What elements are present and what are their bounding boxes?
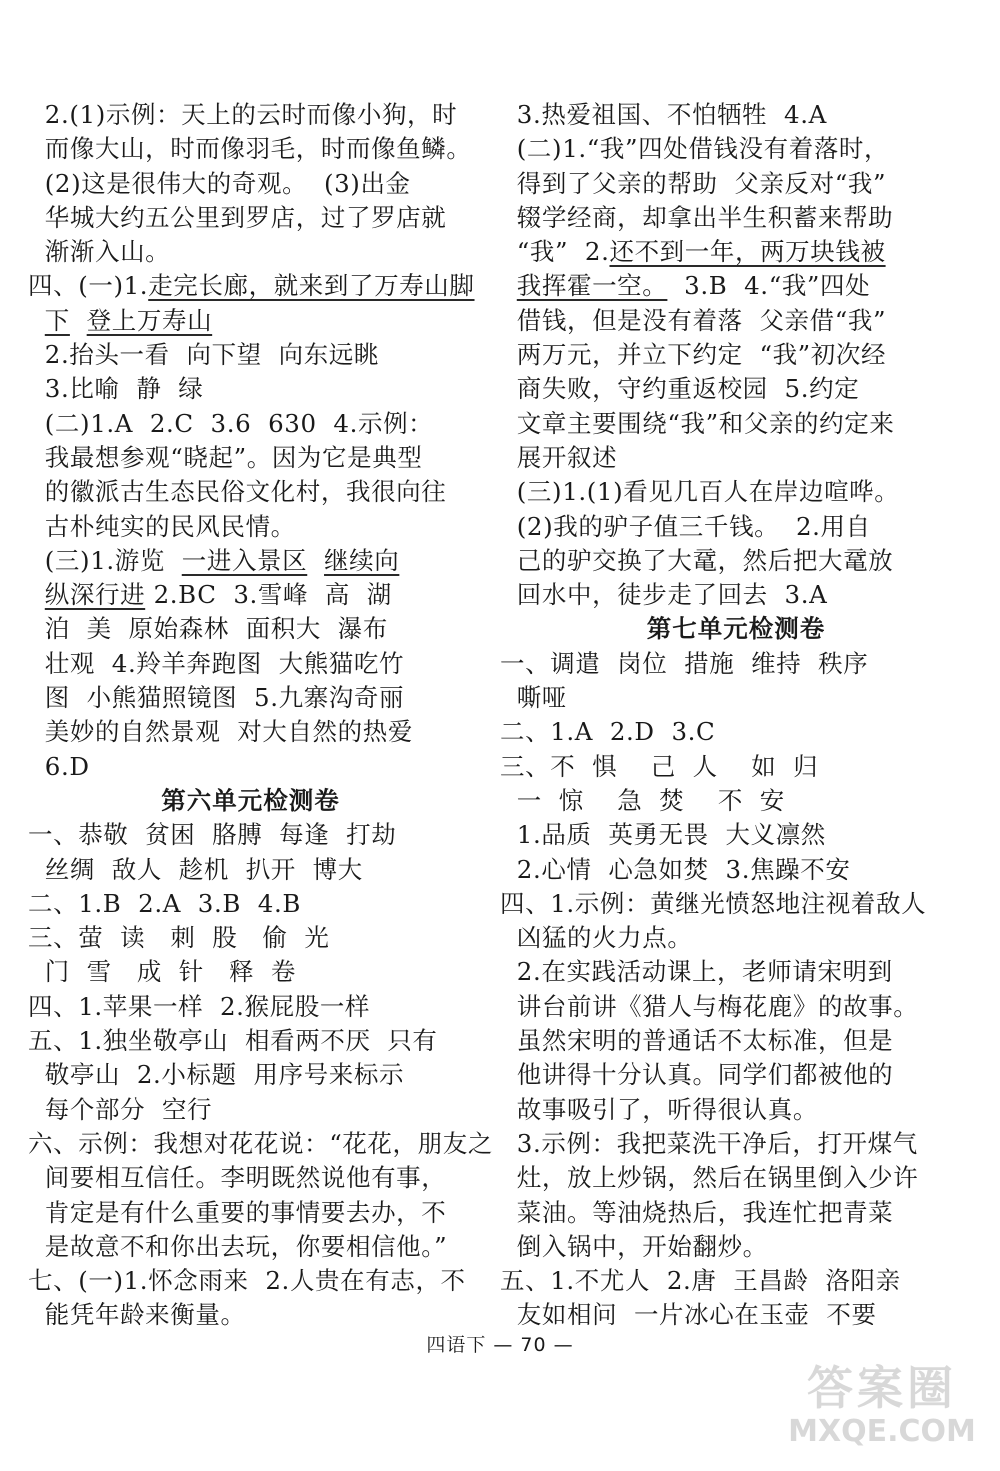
answer-column-left [28, 98, 493, 1333]
text-segment [70, 306, 87, 335]
answer-line: 讲台前讲《猎人与梅花鹿》的故事。 [500, 991, 919, 1021]
answer-line: 他讲得十分认真。同学们都被他的 [500, 1060, 894, 1090]
answer-line: 泊 美 原始森林 面积大 瀑布 [28, 614, 388, 644]
answer-line: 五、1.独坐敬亭山 相看两不厌 只有 [28, 1026, 438, 1056]
underlined-text: 我挥霍一空。 [516, 271, 668, 301]
underlined-text: 走完长廊，就来到了万寿山脚 [148, 271, 475, 301]
answer-line [28, 544, 473, 578]
answer-line: (2)我的驴子值三千钱。 2.用自 [500, 511, 871, 541]
answer-line: 展开叙述 [500, 442, 618, 472]
watermark-logo [782, 1352, 982, 1457]
underlined-text: 继续向 [324, 545, 400, 575]
text-segment: (三)1.游览 [28, 545, 182, 575]
watermark-title: 答案圈 [807, 1361, 957, 1415]
answer-line: 丝绸 敌人 趁机 扒开 博大 [28, 854, 363, 884]
answer-line: 四、1.苹果一样 2.猴屁股一样 [28, 991, 371, 1021]
answer-line: 一、调遣 岗位 措施 维持 秩序 [500, 648, 869, 678]
answer-line [500, 235, 972, 269]
answer-line: 壮观 4.羚羊奔跑图 大熊猫吃竹 [28, 648, 405, 678]
answer-line [28, 269, 473, 303]
answer-line: 的徽派古生态民俗文化村，我很向往 [28, 477, 447, 507]
answer-line: 辍学经商，却拿出半生积蓄来帮助 [500, 202, 894, 232]
underlined-text: 还不到一年，两万块钱被 [609, 237, 886, 267]
answer-line: 五、1.不尤人 2.唐 王昌龄 洛阳亲 [500, 1266, 901, 1296]
text-segment: 3.B 4.“我”四处 [667, 271, 871, 301]
answer-line: 文章主要围绕“我”和父亲的约定来 [500, 408, 895, 438]
answer-line: (二)1.“我”四处借钱没有着落时， [500, 134, 890, 164]
answer-line: 是故意不和你出去玩，你要相信他。” [28, 1231, 448, 1261]
answer-line: 图 小熊猫照镜图 5.九寨沟奇丽 [28, 683, 405, 713]
answer-line: 敬亭山 2.小标题 用序号来标示 [28, 1060, 405, 1090]
answer-line: 门 雪 成 针 释 卷 [28, 957, 297, 987]
answer-line: 回水中，徒步走了回去 3.A [500, 580, 828, 610]
text-segment [28, 580, 45, 609]
answer-line: 嘶哑 [500, 683, 567, 713]
text-segment [28, 306, 45, 335]
answer-line: 友如相问 一片冰心在玉壶 不要 [500, 1300, 877, 1330]
answer-line: 我最想参观“晓起”。因为它是典型 [28, 442, 423, 472]
answer-line: 3.比喻 静 绿 [28, 374, 204, 404]
answer-column-right [500, 98, 972, 1333]
answer-line: 故事吸引了，听得很认真。 [500, 1094, 818, 1124]
answer-line: 2.在实践活动课上，老师请宋明到 [500, 957, 893, 987]
answer-line: 6.D [28, 751, 90, 781]
answer-line: 2.(1)示例：天上的云时而像小狗，时 [28, 100, 458, 129]
text-segment: “我” 2. [500, 237, 610, 267]
answer-line: 三、萤 读 刺 股 偷 光 [28, 923, 330, 953]
answer-line: 二、1.B 2.A 3.B 4.B [28, 888, 301, 918]
answer-line: 得到了父亲的帮助 父亲反对“我” [500, 168, 887, 198]
answer-line: (2)这是很伟大的奇观。 (3)出金 [28, 168, 411, 198]
answer-line [28, 304, 473, 338]
answer-line: (二)1.A 2.C 3.6 630 4.示例： [28, 408, 434, 438]
answer-line: 己的驴交换了大鼋，然后把大鼋放 [500, 545, 894, 575]
answer-line: 七、(一)1.怀念雨来 2.人贵在有志，不 [28, 1266, 466, 1296]
answer-line: 间要相互信任。李明既然说他有事， [28, 1163, 447, 1193]
text-segment [500, 271, 517, 300]
answer-line: 灶，放上炒锅，然后在锅里倒入少许 [500, 1163, 919, 1193]
answer-line: 三、不 惧 己 人 如 归 [500, 751, 819, 781]
answer-line: 每个部分 空行 [28, 1094, 213, 1124]
section-heading: 第六单元检测卷 [161, 785, 340, 815]
answer-line: 能凭年龄来衡量。 [28, 1300, 246, 1330]
answer-line: 美妙的自然景观 对大自然的热爱 [28, 717, 413, 747]
page-footer: 四语下 — 70 — [426, 1334, 574, 1356]
answer-line: 2.抬头一看 向下望 向东远眺 [28, 340, 380, 370]
answer-line [28, 578, 473, 612]
answer-line: 两万元，并立下约定 “我”初次经 [500, 340, 887, 370]
answer-line: 肯定是有什么重要的事情要去办，不 [28, 1197, 447, 1227]
answer-line: 六、示例：我想对花花说：“花花，朋友之 [28, 1128, 493, 1158]
answer-line: 菜油。等油烧热后，我连忙把青菜 [500, 1197, 894, 1227]
underlined-text: 登上万寿山 [86, 305, 213, 335]
answer-line: 3.热爱祖国、不怕牺牲 4.A [500, 100, 827, 129]
answer-line: 商失败，守约重返校园 5.约定 [500, 374, 860, 404]
underlined-text: 一进入景区 [181, 545, 308, 575]
watermark-url: MXQE.COM [788, 1414, 976, 1449]
answer-line: 古朴纯实的民风民情。 [28, 511, 296, 541]
answer-line [500, 269, 972, 303]
underlined-text: 纵深行进 [44, 580, 146, 610]
answer-line: 二、1.A 2.D 3.C [500, 717, 716, 747]
text-segment [307, 546, 324, 575]
answer-line: (三)1.(1)看见几百人在岸边喧哗。 [500, 477, 900, 507]
answer-line: 渐渐入山。 [28, 237, 171, 267]
answer-line: 1.品质 英勇无畏 大义凛然 [500, 820, 826, 850]
text-segment: 四、(一)1. [28, 271, 149, 301]
answer-line: 一 惊 急 焚 不 安 [500, 785, 785, 815]
answer-line: 凶猛的火力点。 [500, 923, 693, 953]
answer-line: 3.示例：我把菜洗干净后，打开煤气 [500, 1128, 918, 1158]
text-segment: 2.BC 3.雪峰 高 湖 [145, 580, 392, 610]
answer-line: 倒入锅中，开始翻炒。 [500, 1231, 768, 1261]
section-heading: 第七单元检测卷 [646, 614, 826, 644]
answer-line: 一、恭敬 贫困 胳膊 每逢 打劫 [28, 820, 397, 850]
underlined-text: 下 [44, 305, 70, 335]
answer-line: 四、1.示例：黄继光愤怒地注视着敌人 [500, 888, 927, 918]
answer-line: 虽然宋明的普通话不太标准，但是 [500, 1026, 894, 1056]
answer-line: 借钱，但是没有着落 父亲借“我” [500, 305, 887, 335]
answer-line: 华城大约五公里到罗店，过了罗店就 [28, 202, 447, 232]
answer-line: 而像大山，时而像羽毛，时而像鱼鳞。 [28, 134, 472, 164]
answer-line: 2.心情 心急如焚 3.焦躁不安 [500, 854, 851, 884]
